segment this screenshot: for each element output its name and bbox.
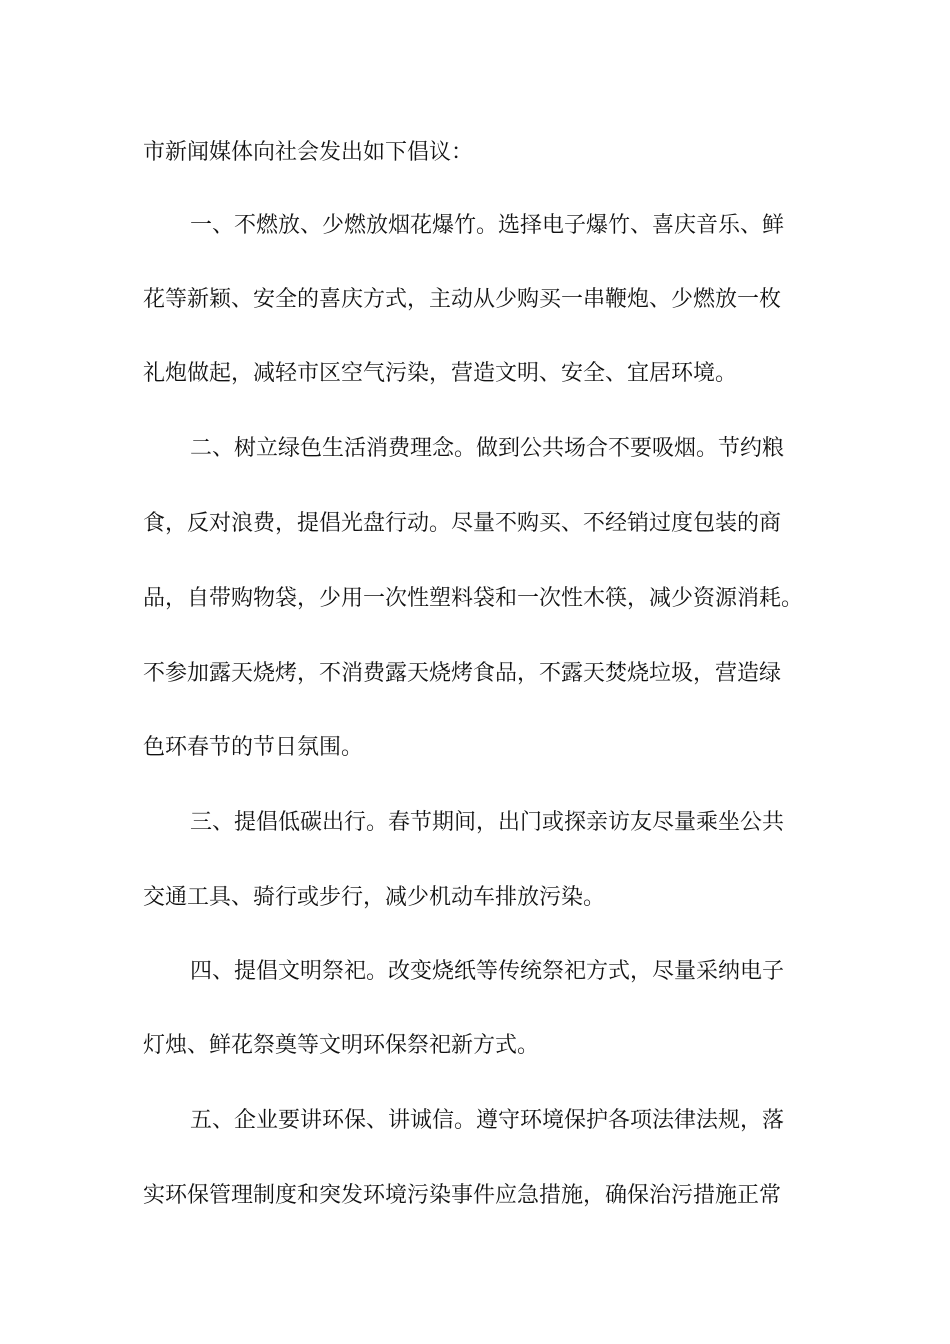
text-line-3: 花等新颖、安全的喜庆方式，主动从少购买一串鞭炮、少燃放一枚 bbox=[143, 287, 782, 312]
text-line-1: 市新闻媒体向社会发出如下倡议： bbox=[143, 140, 474, 165]
text-line-15: 实环保管理制度和突发环境污染事件应急措施，确保治污措施正常 bbox=[143, 1183, 782, 1208]
text-line-10: 三、提倡低碳出行。春节期间，出门或探亲访友尽量乘坐公共 bbox=[190, 810, 785, 835]
text-line-4: 礼炮做起，减轻市区空气污染，营造文明、安全、宜居环境。 bbox=[143, 361, 738, 386]
text-line-7: 品，自带购物袋，少用一次性塑料袋和一次性木筷，减少资源消耗。 bbox=[143, 586, 804, 611]
text-line-8: 不参加露天烧烤，不消费露天烧烤食品，不露天焚烧垃圾，营造绿 bbox=[143, 661, 782, 686]
text-line-6: 食，反对浪费，提倡光盘行动。尽量不购买、不经销过度包装的商 bbox=[143, 511, 782, 536]
text-line-9: 色环春节的节日氛围。 bbox=[143, 735, 364, 760]
text-line-11: 交通工具、骑行或步行，减少机动车排放污染。 bbox=[143, 885, 606, 910]
text-line-2: 一、不燃放、少燃放烟花爆竹。选择电子爆竹、喜庆音乐、鲜 bbox=[190, 213, 785, 238]
text-line-14: 五、企业要讲环保、讲诚信。遵守环境保护各项法律法规，落 bbox=[190, 1108, 785, 1133]
text-line-13: 灯烛、鲜花祭奠等文明环保祭祀新方式。 bbox=[143, 1033, 540, 1058]
text-line-12: 四、提倡文明祭祀。改变烧纸等传统祭祀方式，尽量采纳电子 bbox=[190, 959, 785, 984]
text-line-5: 二、树立绿色生活消费理念。做到公共场合不要吸烟。节约粮 bbox=[190, 436, 785, 461]
